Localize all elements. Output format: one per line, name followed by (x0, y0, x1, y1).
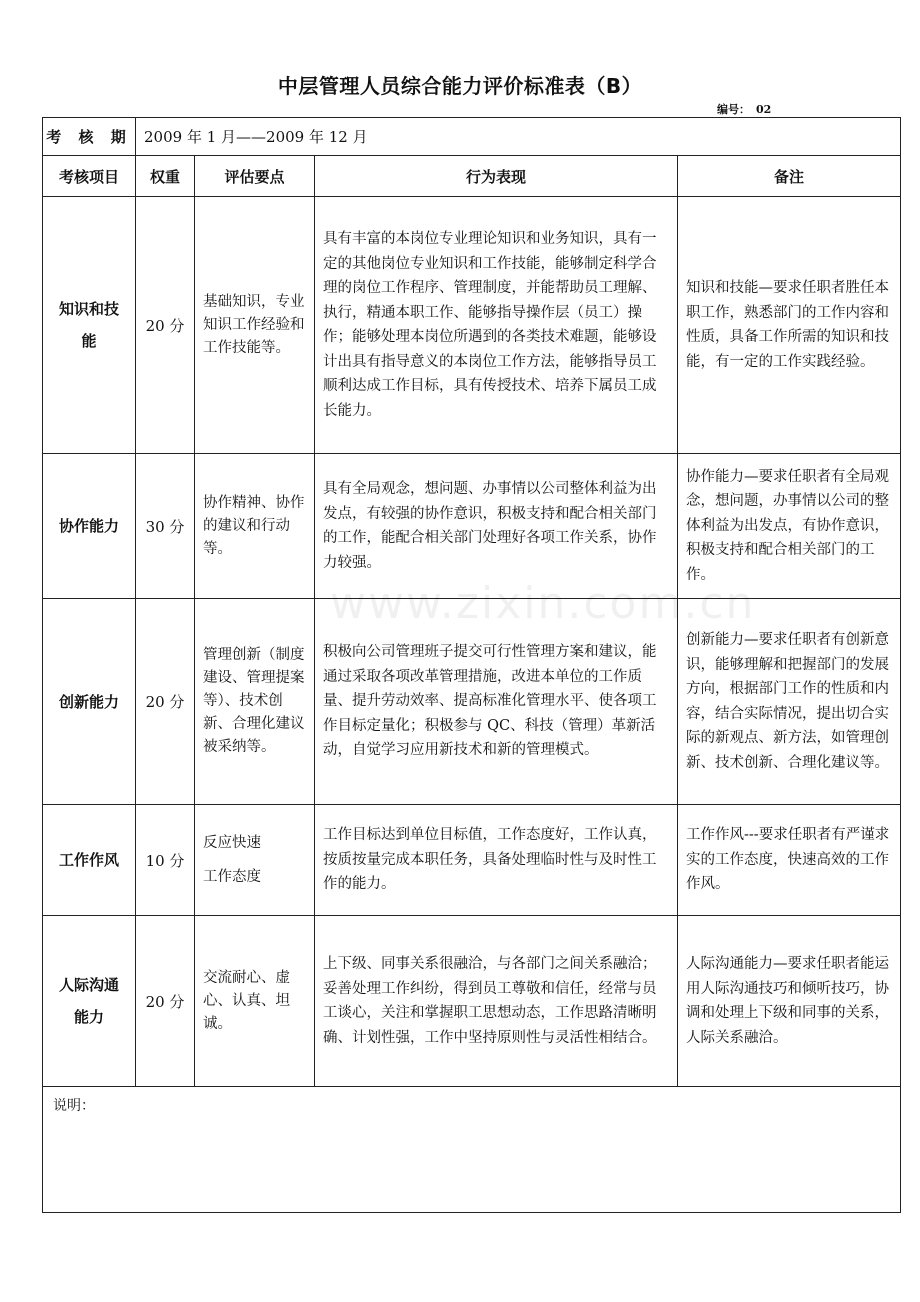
row-point: 反应快速 工作态度 (195, 805, 315, 916)
row-weight: 10 分 (136, 805, 195, 916)
doc-no-value: 02 (756, 103, 772, 116)
period-row (43, 118, 901, 156)
doc-no-label: 编号： (717, 103, 750, 116)
row-item: 协作能力 (43, 454, 136, 599)
document-number (717, 101, 771, 117)
row-point: 管理创新（制度建设、管理提案等）、技术创新、合理化建议被采纳等。 (195, 599, 315, 805)
row-point: 协作精神、协作的建议和行动等。 (195, 454, 315, 599)
row-item: 人际沟通能力 (43, 916, 136, 1087)
header-note: 备注 (678, 156, 901, 197)
header-point: 评估要点 (195, 156, 315, 197)
document-title: 中层管理人员综合能力评价标准表（B） (277, 74, 643, 98)
row-weight: 30 分 (136, 454, 195, 599)
row-weight: 20 分 (136, 197, 195, 454)
row-point: 基础知识，专业知识工作经验和工作技能等。 (195, 197, 315, 454)
row-note: 人际沟通能力—要求任职者能运用人际沟通技巧和倾听技巧，协调和处理上下级和同事的关系，人际关系融洽。 (678, 916, 901, 1087)
row-behavior: 工作目标达到单位目标值，工作态度好，工作认真，按质按量完成本职任务，具备处理临时性与及时性工作的能力。 (315, 805, 678, 916)
row-behavior: 积极向公司管理班子提交可行性管理方案和建议，能通过采取各项改革管理措施，改进本单位的工作质量、提升劳动效率、提高标准化管理水平、使各项工作目标定量化；积极参与 QC、科技（管理）革新活动，自觉学习应用新技术和新的管理模式。 (315, 599, 678, 805)
header-behavior: 行为表现 (315, 156, 678, 197)
row-behavior: 具有丰富的本岗位专业理论知识和业务知识，具有一定的其他岗位专业知识和工作技能，能够制定科学合理的岗位工作程序、管理制度，并能帮助员工理解、执行，精通本职工作、能够指导操作层（员工）操作；能够处理本岗位所遇到的各类技术难题，能够设计出具有指导意义的本岗位工作方法，能够指导员工顺利达成工作目标，具有传授技术、培养下属员工成长能力。 (315, 197, 678, 454)
header-item: 考核项目 (43, 156, 136, 197)
period-label: 考 核 期 (43, 118, 136, 156)
row-item: 知识和技能 (43, 197, 136, 454)
table-row (43, 916, 901, 1087)
row-behavior: 上下级、同事关系很融洽，与各部门之间关系融洽；妥善处理工作纠纷，得到员工尊敬和信任，经常与员工谈心，关注和掌握职工思想动态，工作思路清晰明确、计划性强，工作中坚持原则性与灵活性相结合。 (315, 916, 678, 1087)
table-row (43, 599, 901, 805)
header-row (43, 156, 901, 197)
row-behavior: 具有全局观念，想问题、办事情以公司整体利益为出发点，有较强的协作意识，积极支持和配合相关部门的工作，能配合相关部门处理好各项工作关系，协作力较强。 (315, 454, 678, 599)
row-item: 工作作风 (43, 805, 136, 916)
row-note: 知识和技能—要求任职者胜任本职工作，熟悉部门的工作内容和性质，具备工作所需的知识和技能，有一定的工作实践经验。 (678, 197, 901, 454)
explain-row (43, 1087, 901, 1213)
evaluation-table (42, 117, 901, 1213)
row-note: 协作能力—要求任职者有全局观念，想问题，办事情以公司的整体利益为出发点，有协作意识，积极支持和配合相关部门的工作。 (678, 454, 901, 599)
row-point: 交流耐心、虚心、认真、坦诚。 (195, 916, 315, 1087)
table-row (43, 454, 901, 599)
explain-cell: 说明： (43, 1087, 901, 1213)
row-note: 创新能力—要求任职者有创新意识，能够理解和把握部门的发展方向，根据部门工作的性质和内容，结合实际情况，提出切合实际的新观点、新方法，如管理创新、技术创新、合理化建议等。 (678, 599, 901, 805)
row-item: 创新能力 (43, 599, 136, 805)
header-weight: 权重 (136, 156, 195, 197)
row-note: 工作作风---要求任职者有严谨求实的工作态度，快速高效的工作作风。 (678, 805, 901, 916)
row-weight: 20 分 (136, 916, 195, 1087)
period-value: 2009 年 1 月——2009 年 12 月 (136, 118, 901, 156)
row-weight: 20 分 (136, 599, 195, 805)
table-row (43, 805, 901, 916)
table-row (43, 197, 901, 454)
watermark: www.zixin.com.cn (330, 578, 756, 629)
